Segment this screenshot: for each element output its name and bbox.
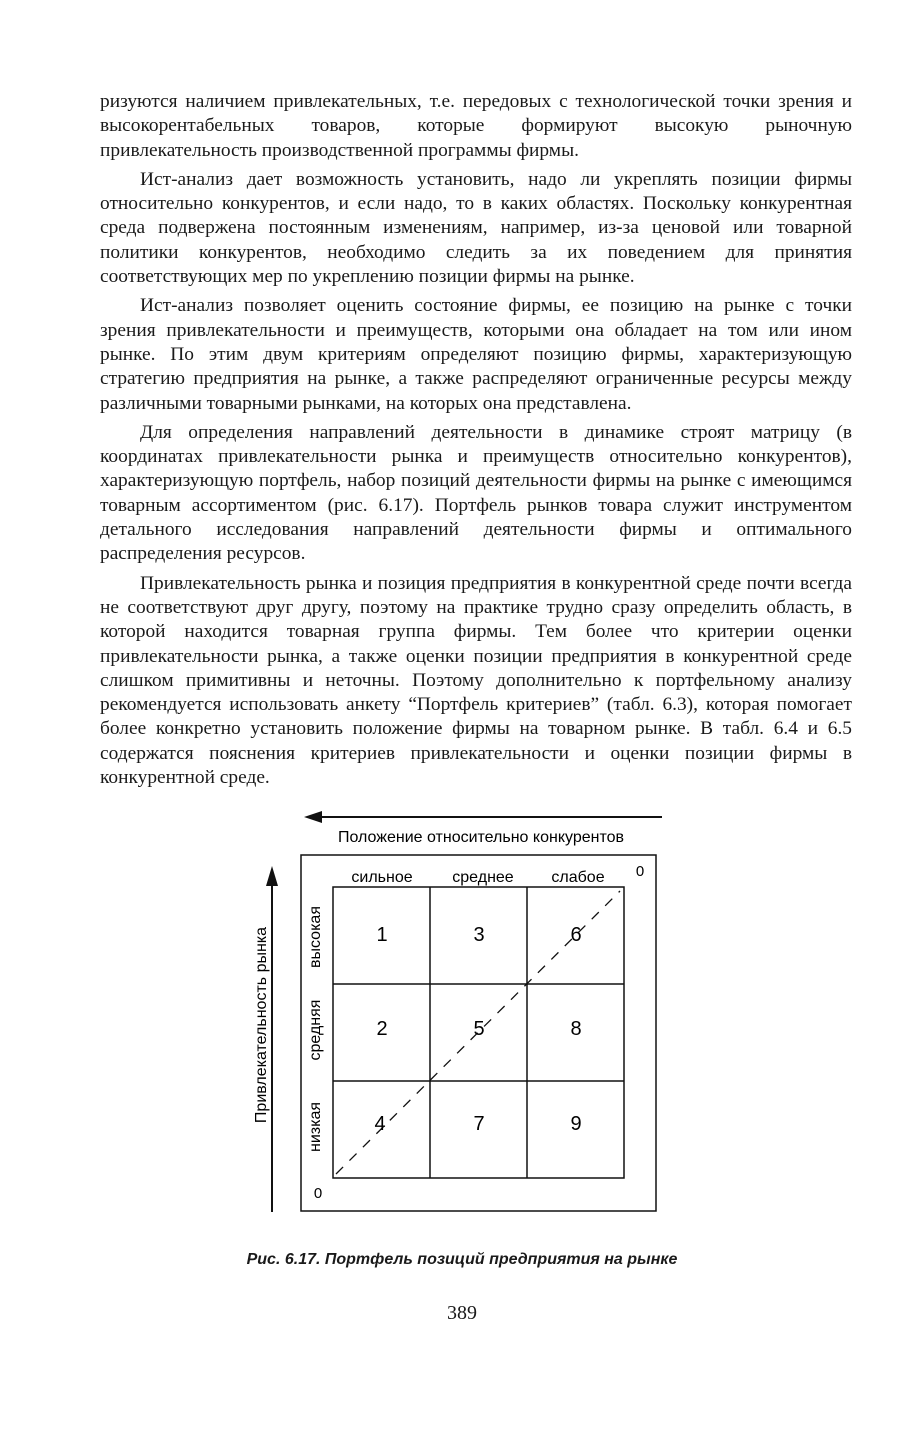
page-number: 389 [447,1302,477,1324]
y-axis-title: Привлекательность рынка [253,926,270,1124]
x-axis-arrow [304,811,662,823]
paragraph-3: Ист-анализ позволяет оценить состояние фирмы, ее позицию на рынке с точки зрения привлекательности и преимуществ, которыми она обладает на том или ином рынке. По этим двум критериям определяют позицию фирмы, характеризующую стратегию предприятия на рынке, а также распределяют ограниченные ресурсы между различными товарными рынками, на которых она представлена. [100,295,852,414]
col-header-weak: слабое [551,869,605,886]
cell-6: 6 [570,924,582,946]
col-header-medium: среднее [452,869,514,886]
paragraph-5: Привлекательность рынка и позиция предприятия в конкурентной среде почти всегда не соответствуют друг другу, поэтому на практике трудно сразу определить область, в которой находится товарная группа фирмы. Тем более что критерии оценки привлекательности рынка, а также оценки позиции предприятия в конкурентной среде слишком примитивны и неточны. Поэтому дополнительно к портфельному анализу рекомендуется использовать анкету “Портфель критериев” (табл. 6.3), которая помогает более конкретно установить положение фирмы на товарном рынке. В табл. 6.4 и 6.5 содержатся пояснения критериев привлекательности и оценки позиции фирмы в конкурентной среде. [100,572,852,789]
x-axis-title: Положение относительно конкурентов [337,829,625,846]
paragraph-4: Для определения направлений деятельности в динамике строят матрицу (в координатах привлекательности рынка и преимуществ относительно конкурентов), характеризующую портфель, набор позиций деятельности фирмы на рынке с имеющимся товарным ассортиментом (рис. 6.17). Портфель рынков товара служит инструментом детального исследования направлений деятельности фирмы и оптимального распределения ресурсов. [100,421,852,565]
origin-top-right: 0 [635,863,645,880]
row-header-medium: средняя [307,999,324,1061]
cell-4: 4 [374,1113,386,1135]
cell-1: 1 [376,924,388,946]
col-header-strong: сильное [351,869,413,886]
paragraph-2: Ист-анализ дает возможность установить, надо ли укреплять позиции фирмы относительно конкурентов, и если надо, то в каких областях. Поскольку конкурентная среда подвержена постоянным изменениям, например, из-за ценовой или товарной политики конкурентов, необходимо следить за их поведением для принятия соответствующих мер по укреплению позиции фирмы на рынке. [100,168,852,288]
paragraph-1: ризуются наличием привлекательных, т.е. передовых с технологической точки зрения и высокорентабельных товаров, которые формируют высокую рыночную привлекательность производственной программы фирмы. [100,91,852,161]
row-header-low: низкая [307,1101,324,1153]
figure-caption: Рис. 6.17. Портфель позиций предприятия на рынке [246,1251,678,1268]
cell-9: 9 [570,1113,582,1135]
cell-8: 8 [570,1018,582,1040]
origin-bottom-left: 0 [313,1185,323,1202]
cell-7: 7 [473,1113,485,1135]
cell-2: 2 [376,1018,388,1040]
cell-5: 5 [473,1018,485,1040]
row-header-high: высокая [307,906,324,968]
cell-3: 3 [473,924,485,946]
